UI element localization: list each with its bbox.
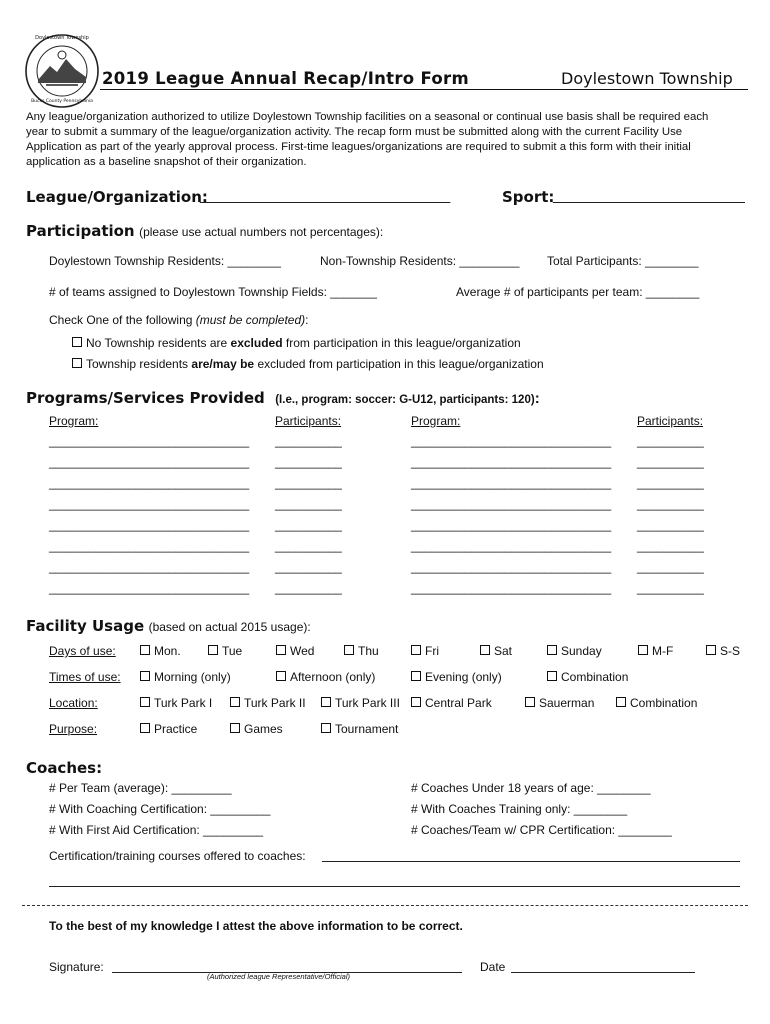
facility-heading [26, 617, 311, 636]
date-line[interactable] [511, 972, 695, 973]
teams-assigned-field[interactable]: # of teams assigned to Doylestown Township Fields: _______ [49, 285, 377, 299]
coaches-under-18-field[interactable]: # Coaches Under 18 years of age: ________ [411, 781, 651, 795]
date-label: Date [480, 960, 506, 974]
seal-text-bottom: Bucks County Pennsylvania [31, 99, 93, 104]
total-participants-field[interactable]: Total Participants: ________ [547, 254, 699, 268]
location-option-sauerman[interactable] [525, 696, 594, 710]
checkbox-icon[interactable] [706, 645, 716, 655]
avg-participants-field[interactable]: Average # of participants per team: ________ [456, 285, 700, 299]
check-prefix: Check One of the following [49, 313, 196, 327]
checkbox-icon[interactable] [230, 723, 240, 733]
courses-line-1[interactable] [322, 861, 740, 862]
program-field[interactable]: ______________________________ [411, 518, 612, 532]
location-text: Sauerman [539, 696, 595, 710]
township-seal [24, 33, 100, 109]
location-label: Location: [49, 696, 98, 710]
coaches-certification-field[interactable]: # With Coaching Certification: _________ [49, 802, 271, 816]
purpose-option-tournament[interactable] [321, 722, 398, 736]
intro-paragraph: Any league/organization authorized to utilize Doylestown Township facilities on a seasonal or continual use basis shall be required each year to submit a summary of the league/organization activity. The recap form must be submitted along with the current Facility Use Application as part of the yearly approval process. First-time leagues/organizations are required to submit a this form with their initial application as a baseline snapshot of their organization. [26, 111, 709, 168]
program-col-right-header: Program: [411, 414, 461, 428]
participation-heading [26, 222, 383, 241]
checkbox-icon[interactable] [276, 671, 286, 681]
checkbox-icon[interactable] [411, 671, 421, 681]
time-option-evening[interactable] [411, 670, 502, 684]
checkbox-icon[interactable] [140, 645, 150, 655]
sport-field[interactable]: _______________________ [553, 187, 745, 204]
participants-field[interactable]: __________ [275, 476, 342, 490]
program-field[interactable]: ______________________________ [49, 434, 250, 448]
check-one-instruction [49, 313, 308, 327]
program-field[interactable]: ______________________________ [49, 539, 250, 553]
location-option-combination[interactable] [616, 696, 697, 710]
program-field[interactable]: ______________________________ [411, 539, 612, 553]
non-township-residents-field[interactable]: Non-Township Residents: _________ [320, 254, 520, 268]
checkbox-icon[interactable] [638, 645, 648, 655]
day-option-s-s[interactable] [706, 644, 740, 658]
participants-field[interactable]: __________ [637, 581, 704, 595]
day-label: Sat [494, 644, 513, 658]
program-field[interactable]: ______________________________ [49, 497, 250, 511]
day-label: Tue [222, 644, 243, 658]
option-residents-may-be-excluded[interactable] [72, 357, 544, 371]
program-field[interactable]: ______________________________ [49, 581, 250, 595]
seal-text-top: Doylestown Township [35, 35, 89, 41]
opt2-text: Township residents [86, 357, 192, 371]
checkbox-icon[interactable] [344, 645, 354, 655]
participation-note: (please use actual numbers not percentages): [139, 225, 384, 239]
program-field[interactable]: ______________________________ [411, 497, 612, 511]
township-residents-field[interactable]: Doylestown Township Residents: ________ [49, 254, 281, 268]
courses-label: Certification/training courses offered to coaches: [49, 849, 306, 863]
program-field[interactable]: ______________________________ [411, 581, 612, 595]
attest-statement: To the best of my knowledge I attest the above information to be correct. [49, 919, 463, 933]
check-suffix: : [305, 313, 309, 327]
participation-title: Participation [26, 222, 135, 240]
location-option-turk-park-2[interactable] [230, 696, 306, 710]
option-no-residents-excluded[interactable] [72, 336, 521, 350]
participants-field[interactable]: __________ [637, 434, 704, 448]
participants-col-left-header: Participants: [275, 414, 342, 428]
participants-field[interactable]: __________ [275, 518, 342, 532]
checkbox-icon[interactable] [208, 645, 218, 655]
coaches-title: Coaches: [26, 759, 103, 777]
day-label: Wed [290, 644, 315, 658]
participants-field[interactable]: __________ [637, 455, 704, 469]
purpose-option-games[interactable] [230, 722, 283, 736]
time-label: Morning (only) [154, 670, 231, 684]
header-rule [100, 89, 748, 90]
time-label: Afternoon (only) [290, 670, 376, 684]
program-field[interactable]: ______________________________ [49, 518, 250, 532]
time-option-combination[interactable] [547, 670, 628, 684]
checkbox-icon[interactable] [230, 697, 240, 707]
participants-field[interactable]: __________ [275, 581, 342, 595]
program-field[interactable]: ______________________________ [49, 476, 250, 490]
purpose-text: Games [244, 722, 283, 736]
times-label: Times of use: [49, 670, 121, 684]
signature-label: Signature: [49, 960, 104, 974]
participants-field[interactable]: __________ [637, 497, 704, 511]
program-field[interactable]: ______________________________ [411, 434, 612, 448]
participants-field[interactable]: __________ [637, 539, 704, 553]
days-label: Days of use: [49, 644, 116, 658]
program-field[interactable]: ______________________________ [411, 476, 612, 490]
opt1-text-end: from participation in this league/organization [282, 336, 521, 350]
facility-title: Facility Usage [26, 617, 145, 635]
checkbox-icon[interactable] [480, 645, 490, 655]
location-text: Combination [630, 696, 698, 710]
checkbox-icon[interactable] [525, 697, 535, 707]
day-option-m-f[interactable] [638, 644, 673, 658]
day-option-tue[interactable] [208, 644, 242, 658]
programs-note: (I.e., program: soccer: G-U12, participants: 120) [275, 394, 535, 406]
day-label: Mon. [154, 644, 181, 658]
checkbox-icon[interactable] [72, 358, 82, 368]
program-col-left-header: Program: [49, 414, 99, 428]
location-option-turk-park-1[interactable] [140, 696, 212, 710]
purpose-label: Purpose: [49, 722, 98, 736]
location-option-central-park[interactable] [411, 696, 492, 710]
form-title: 2019 League Annual Recap/Intro Form [102, 69, 469, 88]
location-text: Turk Park II [244, 696, 306, 710]
program-field[interactable]: ______________________________ [49, 560, 250, 574]
day-label: M-F [652, 644, 674, 658]
opt2-text-end: excluded from participation in this league/organization [254, 357, 544, 371]
checkbox-icon[interactable] [321, 697, 331, 707]
opt2-bold: are/may be [191, 357, 255, 371]
time-option-afternoon[interactable] [276, 670, 375, 684]
opt1-bold: excluded [230, 336, 283, 350]
checkbox-icon[interactable] [616, 697, 626, 707]
day-option-sunday[interactable] [547, 644, 602, 658]
participants-field[interactable]: __________ [637, 518, 704, 532]
time-label: Combination [561, 670, 629, 684]
league-org-field[interactable]: ______________________________ [200, 187, 451, 204]
courses-line-2[interactable] [49, 886, 740, 887]
coaches-first-aid-field[interactable]: # With First Aid Certification: _________ [49, 823, 264, 837]
opt1-text: No Township residents are [86, 336, 231, 350]
time-option-morning[interactable] [140, 670, 231, 684]
time-label: Evening (only) [425, 670, 502, 684]
day-label: Fri [425, 644, 439, 658]
day-label: S-S [720, 644, 741, 658]
township-name: Doylestown Township [561, 69, 733, 88]
programs-title: Programs/Services Provided [26, 389, 265, 407]
coaches-cpr-field[interactable]: # Coaches/Team w/ CPR Certification: ________ [411, 823, 672, 837]
program-field[interactable]: ______________________________ [49, 455, 250, 469]
day-option-wed[interactable] [276, 644, 314, 658]
checkbox-icon[interactable] [321, 723, 331, 733]
checkbox-icon[interactable] [547, 645, 557, 655]
participants-field[interactable]: __________ [275, 539, 342, 553]
participants-field[interactable]: __________ [637, 560, 704, 574]
location-text: Turk Park III [335, 696, 400, 710]
day-label: Thu [358, 644, 379, 658]
coaches-per-team-field[interactable]: # Per Team (average): _________ [49, 781, 232, 795]
day-label: Sunday [561, 644, 602, 658]
programs-heading [26, 389, 540, 408]
day-option-thu[interactable] [344, 644, 379, 658]
programs-note-colon: : [534, 390, 540, 407]
checkbox-icon[interactable] [140, 671, 150, 681]
location-text: Turk Park I [154, 696, 213, 710]
participants-field[interactable]: __________ [275, 560, 342, 574]
day-option-sat[interactable] [480, 644, 512, 658]
checkbox-icon[interactable] [140, 697, 150, 707]
attest-divider [22, 905, 748, 906]
sport-label: Sport: [502, 188, 555, 206]
program-field[interactable]: ______________________________ [411, 560, 612, 574]
location-option-turk-park-3[interactable] [321, 696, 400, 710]
checkbox-icon[interactable] [411, 645, 421, 655]
facility-note: (based on actual 2015 usage): [148, 620, 311, 634]
check-italic: (must be completed) [195, 313, 306, 327]
participants-field[interactable]: __________ [275, 455, 342, 469]
coaches-training-field[interactable]: # With Coaches Training only: ________ [411, 802, 628, 816]
purpose-text: Practice [154, 722, 198, 736]
day-option-fri[interactable] [411, 644, 439, 658]
day-option-mon[interactable] [140, 644, 181, 658]
league-org-label: League/Organization: [26, 188, 208, 206]
signature-caption: (Authorized league Representative/Official) [207, 972, 350, 981]
program-field[interactable]: ______________________________ [411, 455, 612, 469]
checkbox-icon[interactable] [140, 723, 150, 733]
participants-field[interactable]: __________ [637, 476, 704, 490]
purpose-option-practice[interactable] [140, 722, 197, 736]
checkbox-icon[interactable] [276, 645, 286, 655]
purpose-text: Tournament [335, 722, 399, 736]
checkbox-icon[interactable] [72, 337, 82, 347]
participants-col-right-header: Participants: [637, 414, 704, 428]
checkbox-icon[interactable] [547, 671, 557, 681]
location-text: Central Park [425, 696, 492, 710]
participants-field[interactable]: __________ [275, 497, 342, 511]
participants-field[interactable]: __________ [275, 434, 342, 448]
checkbox-icon[interactable] [411, 697, 421, 707]
